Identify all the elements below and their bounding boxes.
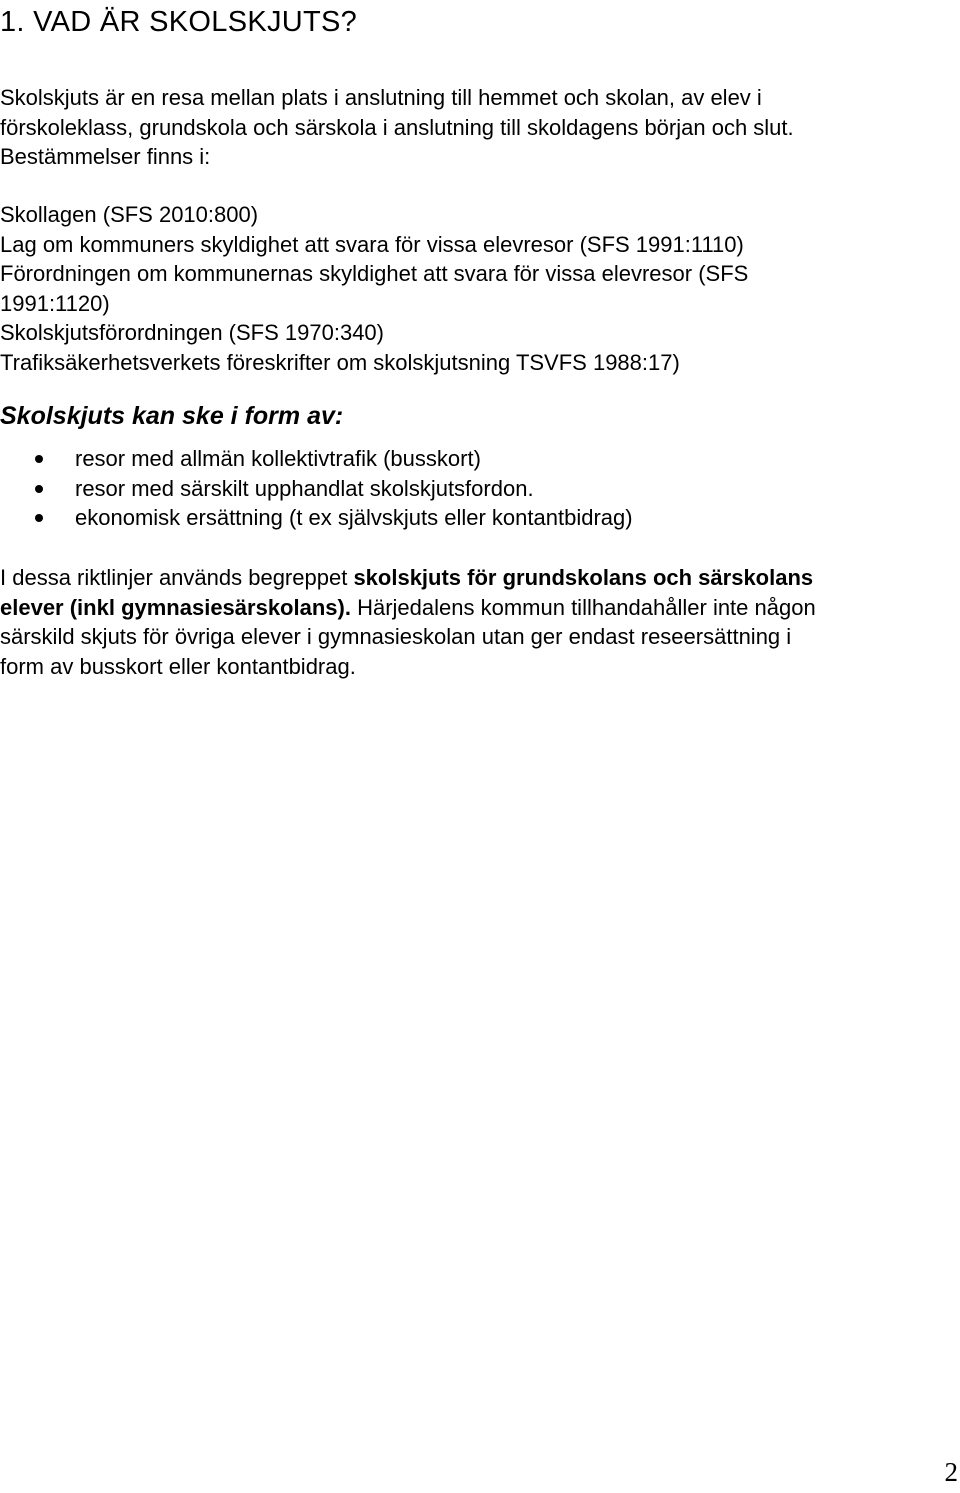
closing-line: särskild skjuts för övriga elever i gymnasieskolan utan ger endast reseersättning i: [0, 624, 792, 649]
closing-bold-text: skolskjuts för grundskolans och särskolans: [353, 565, 814, 590]
intro-line: förskoleklass, grundskola och särskola i anslutning till skoldagens början och slut.: [0, 114, 794, 140]
closing-line: form av busskort eller kontantbidrag.: [0, 653, 356, 679]
law-item: Trafiksäkerhetsverkets föreskrifter om skolskjutsning TSVFS 1988:17): [0, 349, 680, 375]
closing-text: Härjedalens kommun tillhandahåller inte någon: [350, 594, 816, 620]
section-heading: 1. VAD ÄR SKOLSKJUTS?: [0, 6, 358, 38]
law-item: Skolskjutsförordningen (SFS 1970:340): [0, 320, 384, 345]
law-list: [0, 200, 960, 377]
bullet-dot-icon: [35, 514, 43, 522]
bullet-dot-icon: [35, 485, 43, 493]
intro-line: Bestämmelser finns i:: [0, 144, 211, 169]
closing-line: [0, 563, 960, 593]
bullet-item: [0, 503, 633, 533]
law-item: Lag om kommuners skyldighet att svara för vissa elevresor (SFS 1991:1110): [0, 231, 744, 257]
bullet-text: resor med särskilt upphandlat skolskjutsfordon.: [75, 475, 534, 501]
bullet-item: [0, 474, 633, 504]
bullet-text: resor med allmän kollektivtrafik (busskort): [75, 446, 481, 471]
intro-paragraph: [0, 83, 960, 172]
closing-text: I dessa riktlinjer används begreppet: [0, 565, 354, 590]
intro-line: Skolskjuts är en resa mellan plats i anslutning till hemmet och skolan, av elev i: [0, 85, 762, 110]
closing-paragraph: [0, 563, 960, 681]
bullet-dot-icon: [35, 455, 43, 463]
bullet-list: [0, 444, 633, 533]
subheading: Skolskjuts kan ske i form av:: [0, 402, 344, 430]
law-item: Skollagen (SFS 2010:800): [0, 202, 259, 227]
law-item: 1991:1120): [0, 290, 110, 316]
closing-line: [0, 593, 960, 623]
bullet-item: [0, 444, 633, 474]
closing-bold-text: elever (inkl gymnasiesärskolans).: [0, 594, 351, 620]
page-number: 2: [944, 1457, 958, 1487]
bullet-text: ekonomisk ersättning (t ex självskjuts eller kontantbidrag): [75, 505, 633, 530]
law-item: Förordningen om kommunernas skyldighet att svara för vissa elevresor (SFS: [0, 261, 749, 286]
